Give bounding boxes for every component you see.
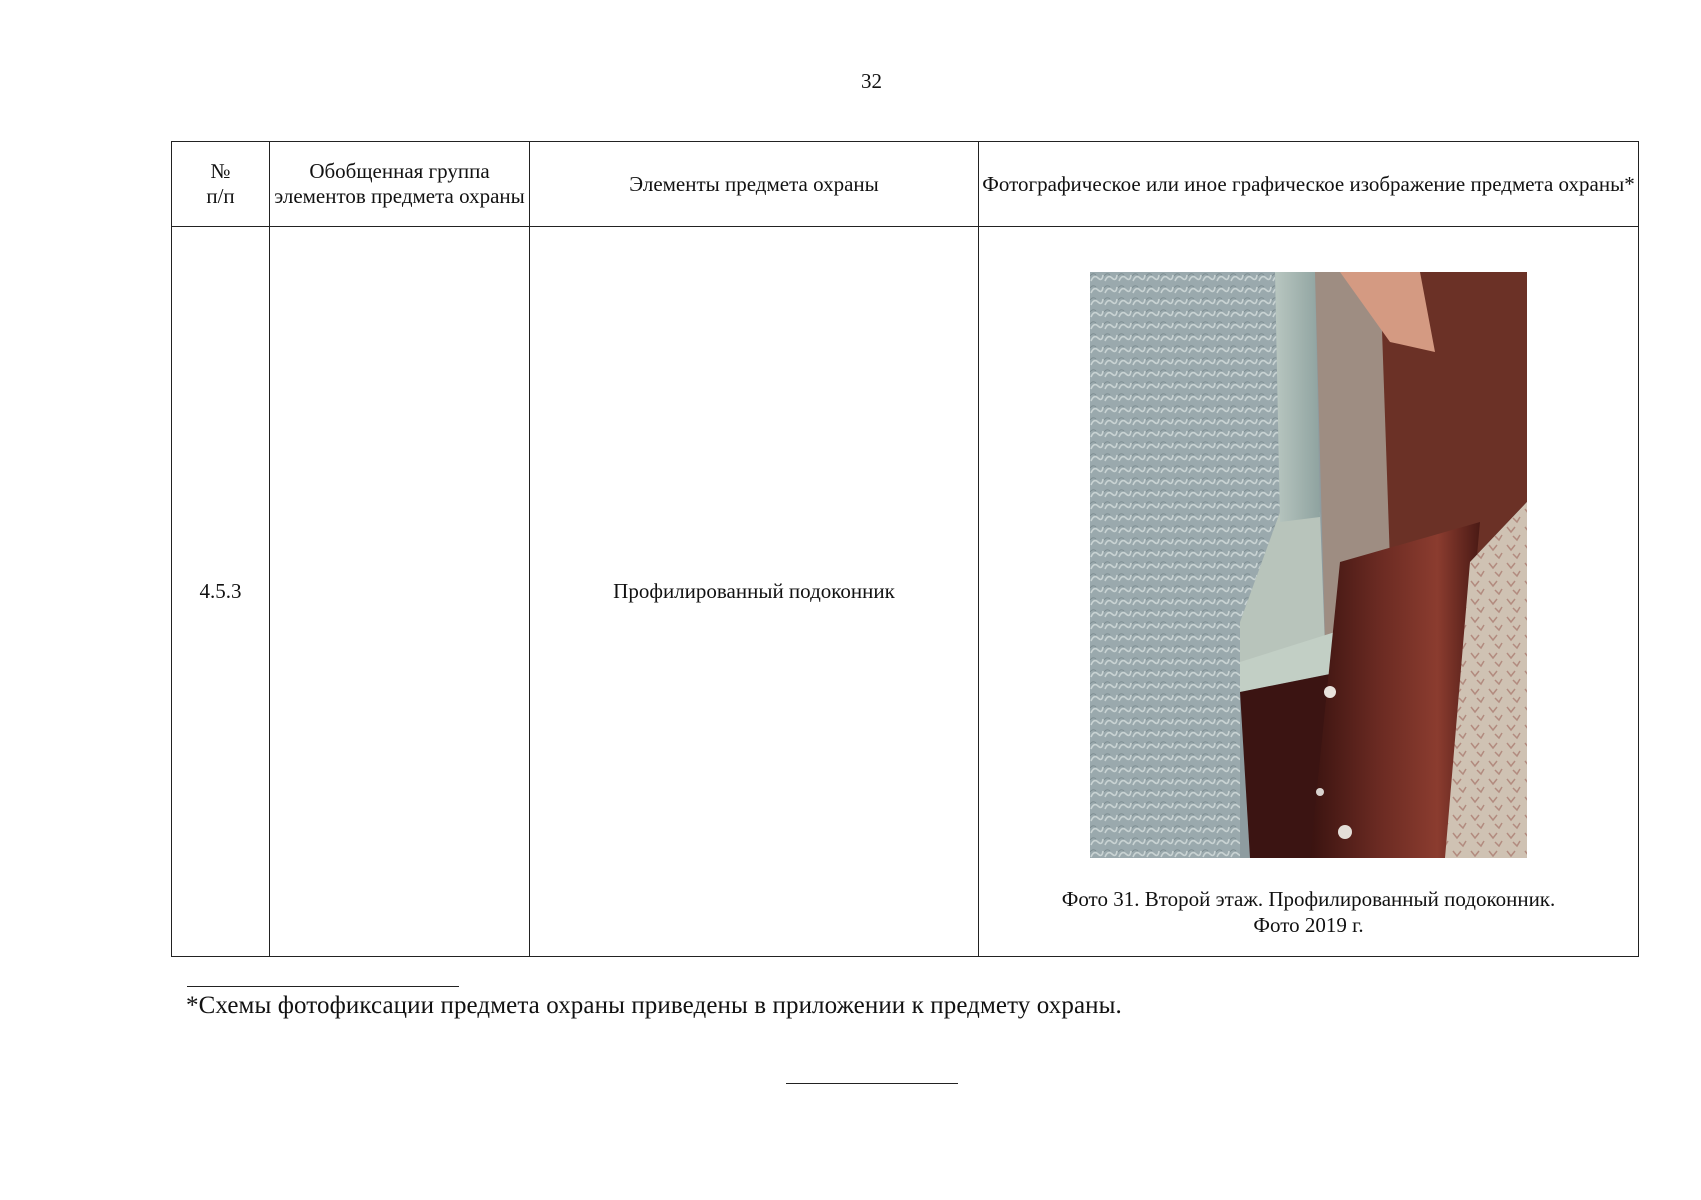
- table-header-row: [172, 142, 1639, 227]
- header-photo: Фотографическое или иное графическое изображение предмета охраны*: [979, 142, 1639, 227]
- header-number-line2: п/п: [206, 184, 235, 208]
- header-number: [172, 142, 270, 227]
- windowsill-photo: [1090, 272, 1527, 858]
- footnote-divider: [187, 986, 459, 987]
- header-number-line1: №: [210, 159, 231, 183]
- page-number: 32: [861, 69, 882, 93]
- cell-number: 4.5.3: [172, 227, 270, 957]
- cell-group: [270, 227, 530, 957]
- header-group: Обобщенная группа элементов предмета охраны: [270, 142, 530, 227]
- photo-caption-line2: Фото 2019 г.: [1253, 913, 1364, 937]
- end-divider: [786, 1083, 958, 1084]
- footnote-text: *Схемы фотофиксации предмета охраны приведены в приложении к предмету охраны.: [186, 992, 1122, 1019]
- protection-table: [171, 141, 1639, 957]
- cell-element: Профилированный подоконник: [530, 227, 979, 957]
- photo-caption-line1: Фото 31. Второй этаж. Профилированный подоконник.: [1061, 887, 1556, 911]
- header-elements: Элементы предмета охраны: [530, 142, 979, 227]
- table-row: [172, 227, 1639, 957]
- cell-photo: [979, 227, 1639, 957]
- photo-caption: [979, 886, 1638, 938]
